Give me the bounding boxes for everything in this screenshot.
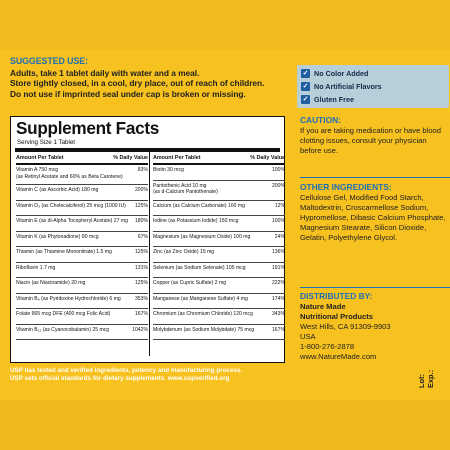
nutrient-name: Biotin 30 mcg [153, 167, 184, 174]
daily-value: 67% [137, 233, 148, 240]
nutrient-name: Magnesium (as Magnesium Oxide) 100 mg [153, 233, 251, 240]
distributor-name: Nature Made [300, 302, 346, 311]
daily-value: 167% [134, 311, 148, 318]
nutrient-name: Zinc (as Zinc Oxide) 15 mg [153, 249, 215, 256]
nutrient-row [16, 278, 148, 294]
daily-value: 125% [134, 249, 148, 256]
package-bottom [0, 400, 450, 450]
caution-text: If you are taking medication or have blood clotting issues, consult your physician before use. [300, 126, 441, 155]
nutrient-name: Copper (as Cupric Sulfate) 2 mg [153, 280, 227, 287]
nutrient-row [153, 232, 285, 248]
usp-line: USP sets official standards for dietary supplements. www.uspverified.org [10, 375, 230, 383]
daily-value: 83% [137, 167, 148, 174]
distributor-title: DISTRIBUTED BY: [300, 291, 373, 301]
nutrient-row [16, 309, 148, 325]
section-divider [300, 287, 450, 288]
daily-value: 125% [134, 202, 148, 209]
caution-title: CAUTION: [300, 115, 341, 125]
facts-column-divider [149, 152, 150, 356]
lot-label: Lot: [417, 374, 426, 388]
badge-item [301, 82, 382, 91]
distributor-country: USA [300, 332, 316, 341]
ingredients-text: Cellulose Gel, Modified Food Starch, Maltodextrin, Croscarmellose Sodium, Hypromellose, Dibasic Calcium Phosphate, Magnesium Stearate, Silicon Dioxide, Gelatin, Polyethylene Glycol. [300, 193, 446, 242]
check-icon: ✓ [302, 70, 309, 77]
facts-divider-bar [15, 148, 280, 152]
daily-value: 343% [271, 311, 285, 318]
usp-line: USP has tested and verified ingredients, potency and manufacturing process. [10, 367, 243, 374]
nutrient-name: Vitamin K (as Phytonadione) 80 mcg [16, 233, 99, 240]
distributor-phone: 1-800-276-2878 [300, 342, 355, 351]
other-ingredients-section [300, 182, 450, 243]
suggested-use-line: Store tightly closed, in a cool, dry place, out of reach of children. [10, 78, 265, 89]
section-divider [300, 177, 450, 178]
distributor-section [300, 291, 450, 362]
nutrient-name: Vitamin C (as Ascorbic Acid) 180 mg [16, 187, 99, 194]
ingredients-title: OTHER INGREDIENTS: [300, 182, 392, 192]
nutrient-row [16, 294, 148, 310]
daily-value: 222% [271, 280, 285, 287]
nutrient-name: Selenium (as Sodium Selenate) 105 mcg [153, 264, 246, 271]
free-from-badge [297, 65, 449, 108]
badge-item [301, 95, 354, 104]
badge-item [301, 69, 368, 78]
nutrient-row [16, 247, 148, 263]
nutrient-name: Folate 665 mcg DFE (400 mcg Folic Acid) [16, 311, 111, 318]
nutrient-row [16, 185, 148, 201]
facts-column-header [16, 154, 148, 165]
supplement-facts-panel [10, 116, 285, 363]
daily-value: 131% [134, 264, 148, 271]
nutrient-name: Manganese (as Manganese Sulfate) 4 mg [153, 295, 248, 302]
daily-value: 353% [134, 295, 148, 302]
suggested-use [10, 56, 290, 99]
nutrient-name: Riboflavin 1.7 mg [16, 264, 56, 271]
facts-column-right [153, 154, 285, 340]
nutrient-row [153, 278, 285, 294]
daily-value: 136% [271, 249, 285, 256]
serving-size: Serving Size 1 Tablet [17, 139, 76, 146]
nutrient-name: Chromium (as Chromium Chloride) 120 mcg [153, 311, 253, 318]
nutrient-row [153, 201, 285, 217]
daily-value: 100% [271, 218, 285, 225]
nutrient-name: Molybdenum (as Sodium Molybdate) 75 mcg [153, 326, 255, 333]
nutrient-row [16, 165, 148, 185]
caution-section [300, 115, 450, 156]
lot-exp [418, 370, 436, 388]
nutrient-name: Vitamin D₃ (as Cholecalciferol) 25 mcg (1000 IU) [16, 202, 126, 209]
daily-value: 100% [271, 167, 285, 174]
nutrient-name: Niacin (as Niacinamide) 20 mg [16, 280, 86, 287]
nutrient-source: (as Retinyl Acetate and 60% as Beta Carotene) [16, 173, 123, 180]
daily-value: 1042% [132, 326, 148, 333]
nutrient-row [16, 201, 148, 217]
daily-value: 191% [271, 264, 285, 271]
distributor-name: Nutritional Products [300, 312, 373, 321]
nutrient-row [153, 181, 285, 201]
badge-item-label: No Artificial Flavors [314, 82, 382, 91]
nutrient-row [153, 294, 285, 310]
dv-header: % Daily Value [250, 154, 285, 161]
nutrient-source: (as d-Calcium Pantothenate) [153, 189, 218, 196]
usp-statement [10, 367, 310, 383]
nutrient-row [153, 325, 285, 341]
nutrient-name [153, 183, 272, 196]
suggested-use-line: Do not use if imprinted seal under cap is broken or missing. [10, 88, 246, 99]
nutrient-name: Vitamin B₆ (as Pyridoxine Hydrochloride) 6 mg [16, 295, 121, 302]
nutrient-row [153, 263, 285, 279]
nutrient-name [16, 167, 138, 180]
daily-value: 174% [271, 295, 285, 302]
suggested-use-line: Adults, take 1 tablet daily with water and a meal. [10, 67, 200, 78]
daily-value: 180% [134, 218, 148, 225]
dv-header: % Daily Value [113, 154, 148, 161]
amount-header: Amount Per Tablet [16, 154, 64, 161]
badge-item-label: No Color Added [314, 69, 369, 78]
nutrient-name: Thiamin (as Thiamine Mononitrate) 1.5 mg [16, 249, 112, 256]
nutrient-row [153, 165, 285, 181]
check-icon: ✓ [302, 83, 309, 90]
daily-value: 24% [274, 233, 285, 240]
badge-item-label: Gluten Free [314, 95, 354, 104]
nutrient-amount: Vitamin A 750 mcg [16, 167, 59, 174]
daily-value: 200% [134, 187, 148, 194]
nutrient-row [153, 216, 285, 232]
amount-header: Amount Per Tablet [153, 154, 201, 161]
daily-value: 167% [271, 326, 285, 333]
nutrient-name: Vitamin B₁₂ (as Cyanocobalamin) 25 mcg [16, 326, 110, 333]
distributor-city: West Hills, CA 91309-9903 [300, 322, 391, 331]
check-icon: ✓ [302, 96, 309, 103]
distributor-web: www.NatureMade.com [300, 352, 377, 361]
daily-value: 200% [271, 182, 285, 189]
nutrient-name: Iodine (as Potassium Iodide) 150 mcg [153, 218, 239, 225]
nutrient-row [16, 263, 148, 279]
nutrient-row [16, 232, 148, 248]
nutrient-name: Vitamin E (as dl-Alpha Tocopheryl Acetate) 27 mg [16, 218, 128, 225]
nutrient-row [16, 325, 148, 341]
exp-label: Exp.: [425, 369, 435, 388]
suggested-use-title: SUGGESTED USE: [10, 56, 88, 66]
nutrient-row [153, 247, 285, 263]
daily-value: 12% [274, 202, 285, 209]
nutrient-row [153, 309, 285, 325]
nutrient-amount: Pantothenic Acid 10 mg [153, 182, 207, 189]
supplement-facts-heading: Supplement Facts [16, 118, 160, 138]
facts-column-header [153, 154, 285, 165]
daily-value: 125% [134, 280, 148, 287]
nutrient-row [16, 216, 148, 232]
facts-column-left [16, 154, 148, 340]
nutrient-name: Calcium (as Calcium Carbonate) 160 mg [153, 202, 246, 209]
